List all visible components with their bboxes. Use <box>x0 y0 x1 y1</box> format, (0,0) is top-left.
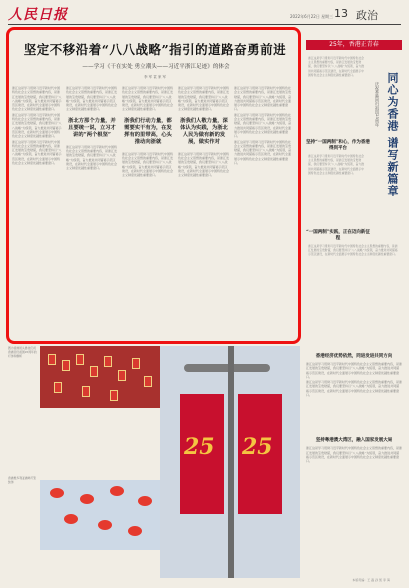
right-body-text: 浙江这是学习贯彻习近平新时代中国特色社会主义思想的重要内容，是浙江发展的宝贵财富，我们要坚持以“八八战略”为统领，奋力推进共同富裕示范区建设，在新时代全面展示中国特色社会主义制度优越性重要窗口。 <box>308 56 365 77</box>
celebration-banner-right: 25 <box>238 394 282 514</box>
body-text: 浙江这是学习贯彻习近平新时代中国特色社会主义思想的重要内容，是浙江发展的宝贵财富，我们要坚持以“八八战略”为统领，奋力推进共同富裕示范区建设，在新时代全面展示中国特色社会主义制度优越性重要窗口。 <box>66 86 118 112</box>
page-number: 13 <box>334 7 348 20</box>
right-body-text: 浙江这是学习贯彻习近平新时代中国特色社会主义思想的重要内容，是浙江发展的宝贵财富，我们要坚持以“八八战略”为统领，奋力推进共同富裕示范区建设，在新时代全面展示中国特色社会主义制度优越性重要窗口。 <box>308 244 398 257</box>
masthead-rule <box>8 24 401 25</box>
right-subhead: “一国两制”实践，正在迈向新征程 <box>306 230 370 241</box>
lamp-pole <box>228 346 234 578</box>
vertical-subtitle: 庆祝香港回归祖国25周年 <box>375 82 380 128</box>
body-text: 浙江这是学习贯彻习近平新时代中国特色社会主义思想的重要内容，是浙江发展的宝贵财富，我们要坚持以“八八战略”为统领，奋力推进共同富裕示范区建设，在新时代全面展示中国特色社会主义制度优越性重要窗口。 <box>306 446 403 464</box>
body-text: 浙江这是学习贯彻习近平新时代中国特色社会主义思想的重要内容，是浙江发展的宝贵财富，我们要坚持以“八八战略”为统领，奋力推进共同富裕示范区建设，在新时代全面展示中国特色社会主义制度优越性重要窗口。 <box>66 144 118 171</box>
inset-heading: 浙我们人敬力量，深体认为实践，为浙北人民为做有新的发展，做实作对 <box>180 117 228 145</box>
masthead <box>8 4 403 26</box>
section-name: 政治 <box>356 9 378 22</box>
highlight-box <box>6 27 301 344</box>
article-byline: 李 军 袁 家 军 <box>144 75 166 79</box>
celebration-banner-left: 25 <box>180 394 224 514</box>
body-text: 浙江这是学习贯彻习近平新时代中国特色社会主义思想的重要内容，是浙江发展的宝贵财富，我们要坚持以“八八战略”为统领，奋力推进共同富裕示范区建设，在新时代全面展示中国特色社会主义制度优越性重要窗口。 <box>12 139 62 166</box>
body-text: 浙江这是学习贯彻习近平新时代中国特色社会主义思想的重要内容，是浙江发展的宝贵财富，我们要坚持以“八八战略”为统领，奋力推进共同富裕示范区建设，在新时代全面展示中国特色社会主义制度优越性重要窗口。 <box>306 362 403 379</box>
article-subhead: ——学习《干在实处 勇立潮头——习近平浙江足迹》的体会 <box>82 64 230 70</box>
photo-flags-street <box>40 346 160 408</box>
body-text: 浙江这是学习贯彻习近平新时代中国特色社会主义思想的重要内容，是浙江发展的宝贵财富，我们要坚持以“八八战略”为统领，奋力推进共同富裕示范区建设，在新时代全面展示中国特色社会主义制度优越性重要窗口。 <box>306 380 403 398</box>
right-lower-heading: 坚持粤港澳大湾区，融入国家发展大局 <box>315 438 393 444</box>
body-text: 浙江这是学习贯彻习近平新时代中国特色社会主义思想的重要内容，是浙江发展的宝贵财富，我们要坚持以“八八战略”为统领，奋力推进共同富裕示范区建设，在新时代全面展示中国特色社会主义制度优越性重要窗口。 <box>122 151 174 178</box>
article-headline: 坚定不移沿着“八八战略”指引的道路奋勇前进 <box>23 42 287 57</box>
inset-heading: 浙我们行动力量，都需要实干有为，在发挥有的里带高，心头推动向浙就 <box>124 117 172 145</box>
vertical-title: 同心为香港 谱写新篇章 <box>386 72 399 197</box>
photo-lanterns <box>40 480 160 550</box>
photo-caption: 香港维多利亚港畔灯笼装饰 <box>8 476 36 484</box>
dateline: 2022年6月22日 星期三 <box>290 14 334 19</box>
body-text: 浙江这是学习贯彻习近平新时代中国特色社会主义思想的重要内容，是浙江发展的宝贵财富，我们要坚持以“八八战略”为统领，奋力推进共同富裕示范区建设，在新时代全面展示中国特色社会主义制度优越性重要窗口。 <box>12 112 62 139</box>
body-text: 浙江这是学习贯彻习近平新时代中国特色社会主义思想的重要内容，是浙江发展的宝贵财富，我们要坚持以“八八战略”为统领，奋力推进共同富裕示范区建设，在新时代全面展示中国特色社会主义制度优越性重要窗口。 <box>234 86 292 112</box>
right-lower-heading: 香港经济优势依然，同进发进共同方向 <box>315 354 393 359</box>
newspaper-logo: 人民日报 <box>8 7 68 23</box>
lamp-head <box>184 364 270 372</box>
page-footer: 本版责编：王 磊 孙 凯 李 海 <box>352 578 390 582</box>
photo-lamppost-banners <box>160 346 300 578</box>
right-banner: 25年，香港正青春 <box>306 40 402 50</box>
right-body-text: 浙江这是学习贯彻习近平新时代中国特色社会主义思想的重要内容，是浙江发展的宝贵财富，我们要坚持以“八八战略”为统领，奋力推进共同富裕示范区建设，在新时代全面展示中国特色社会主义制度优越性重要窗口。 <box>308 154 365 175</box>
body-text: 浙江这是学习贯彻习近平新时代中国特色社会主义思想的重要内容，是浙江发展的宝贵财富，我们要坚持以“八八战略”为统领，奋力推进共同富裕示范区建设，在新时代全面展示中国特色社会主义制度优越性重要窗口。 <box>178 86 230 112</box>
right-lower-column <box>306 350 402 465</box>
body-text: 浙江这是学习贯彻习近平新时代中国特色社会主义思想的重要内容，是浙江发展的宝贵财富，我们要坚持以“八八战略”为统领，奋力推进共同富裕示范区建设，在新时代全面展示中国特色社会主义制度优越性重要窗口。 <box>12 86 62 112</box>
inset-heading: 浙北方那个力量，并且要统一说，立习才讲的“两个根坚” <box>68 117 116 138</box>
body-text: 浙江这是学习贯彻习近平新时代中国特色社会主义思想的重要内容，是浙江发展的宝贵财富，我们要坚持以“八八战略”为统领，奋力推进共同富裕示范区建设，在新时代全面展示中国特色社会主义制度优越性重要窗口。 <box>178 151 230 178</box>
body-text: 浙江这是学习贯彻习近平新时代中国特色社会主义思想的重要内容，是浙江发展的宝贵财富，我们要坚持以“八八战略”为统领，奋力推进共同富裕示范区建设，在新时代全面展示中国特色社会主义制度优越性重要窗口。 <box>234 139 292 166</box>
right-subhead: 坚持“一国两制”和心，作为香港得到平台 <box>306 140 370 151</box>
body-text: 浙江这是学习贯彻习近平新时代中国特色社会主义思想的重要内容，是浙江发展的宝贵财富，我们要坚持以“八八战略”为统领，奋力推进共同富裕示范区建设，在新时代全面展示中国特色社会主义制度优越性重要窗口。 <box>122 86 174 112</box>
photo-caption: 图为香港街头悬挂庆祝香港回归祖国25周年的灯饰和旗帜 <box>8 346 37 358</box>
body-text: 浙江这是学习贯彻习近平新时代中国特色社会主义思想的重要内容，是浙江发展的宝贵财富，我们要坚持以“八八战略”为统领，奋力推进共同富裕示范区建设，在新时代全面展示中国特色社会主义制度优越性重要窗口。 <box>234 112 292 139</box>
